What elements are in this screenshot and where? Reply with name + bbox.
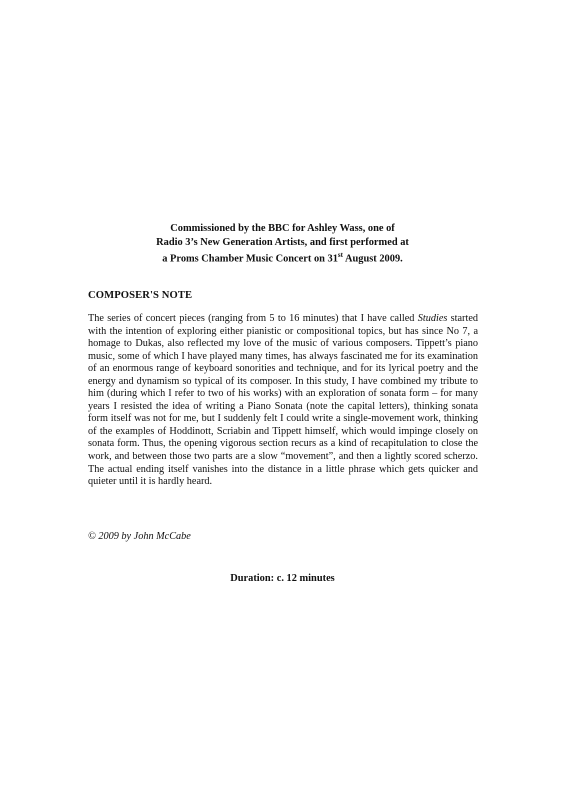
studies-title: Studies xyxy=(417,313,448,324)
ordinal-suffix: st xyxy=(337,251,343,259)
commission-line-2: Radio 3’s New Generation Artists, and first performed at xyxy=(156,236,409,248)
commission-line-3 xyxy=(0,249,565,266)
composers-note-paragraph xyxy=(88,313,478,489)
duration-label: Duration: c. 12 minutes xyxy=(230,573,335,584)
commission-line-3-text: a Proms Chamber Music Concert on 31 xyxy=(162,253,338,265)
note-text-rest: started with the intention of exploring either pianistic or compositional topics, but has since No 7, a homage to Dukas, also reflected my love of the music of various composers. Tippett’s piano music, some of which I have played many times, has always fascinated me for its examination of an enormous range of keyboard sonorities and technique, and for its lyrical poetry and the energy and dynamism so typical of its composer. In this study, I have combined my tribute to him (during which I refer to two of his works) with an exploration of sonata form – for many years I resisted the idea of writing a Piano Sonata (note the capital letters), thinking sonata form itself was not for me, but I suddenly felt I could write a single-movement work, thinking of the examples of Hoddinott, Scriabin and Tippett himself, which would impinge closely on sonata form. Thus, the opening vigorous section recurs as a kind of recapitulation to close the work, and between those two parts are a slow “movement”, and then a lightly scored scherzo. The actual ending itself vanishes into the distance in a little phrase which gets quicker and quieter until it is hardly heard. xyxy=(88,313,478,488)
commission-statement xyxy=(0,222,565,266)
commission-line-1: Commissioned by the BBC for Ashley Wass, one of xyxy=(170,223,395,234)
copyright-notice: © 2009 by John McCabe xyxy=(88,531,191,542)
composers-note-body xyxy=(88,313,478,489)
commission-line-3-date: August 2009. xyxy=(342,253,403,265)
composers-note-heading: COMPOSER'S NOTE xyxy=(88,290,193,301)
note-text-start: The series of concert pieces (ranging from 5 to 16 minutes) that I have called xyxy=(88,313,418,324)
